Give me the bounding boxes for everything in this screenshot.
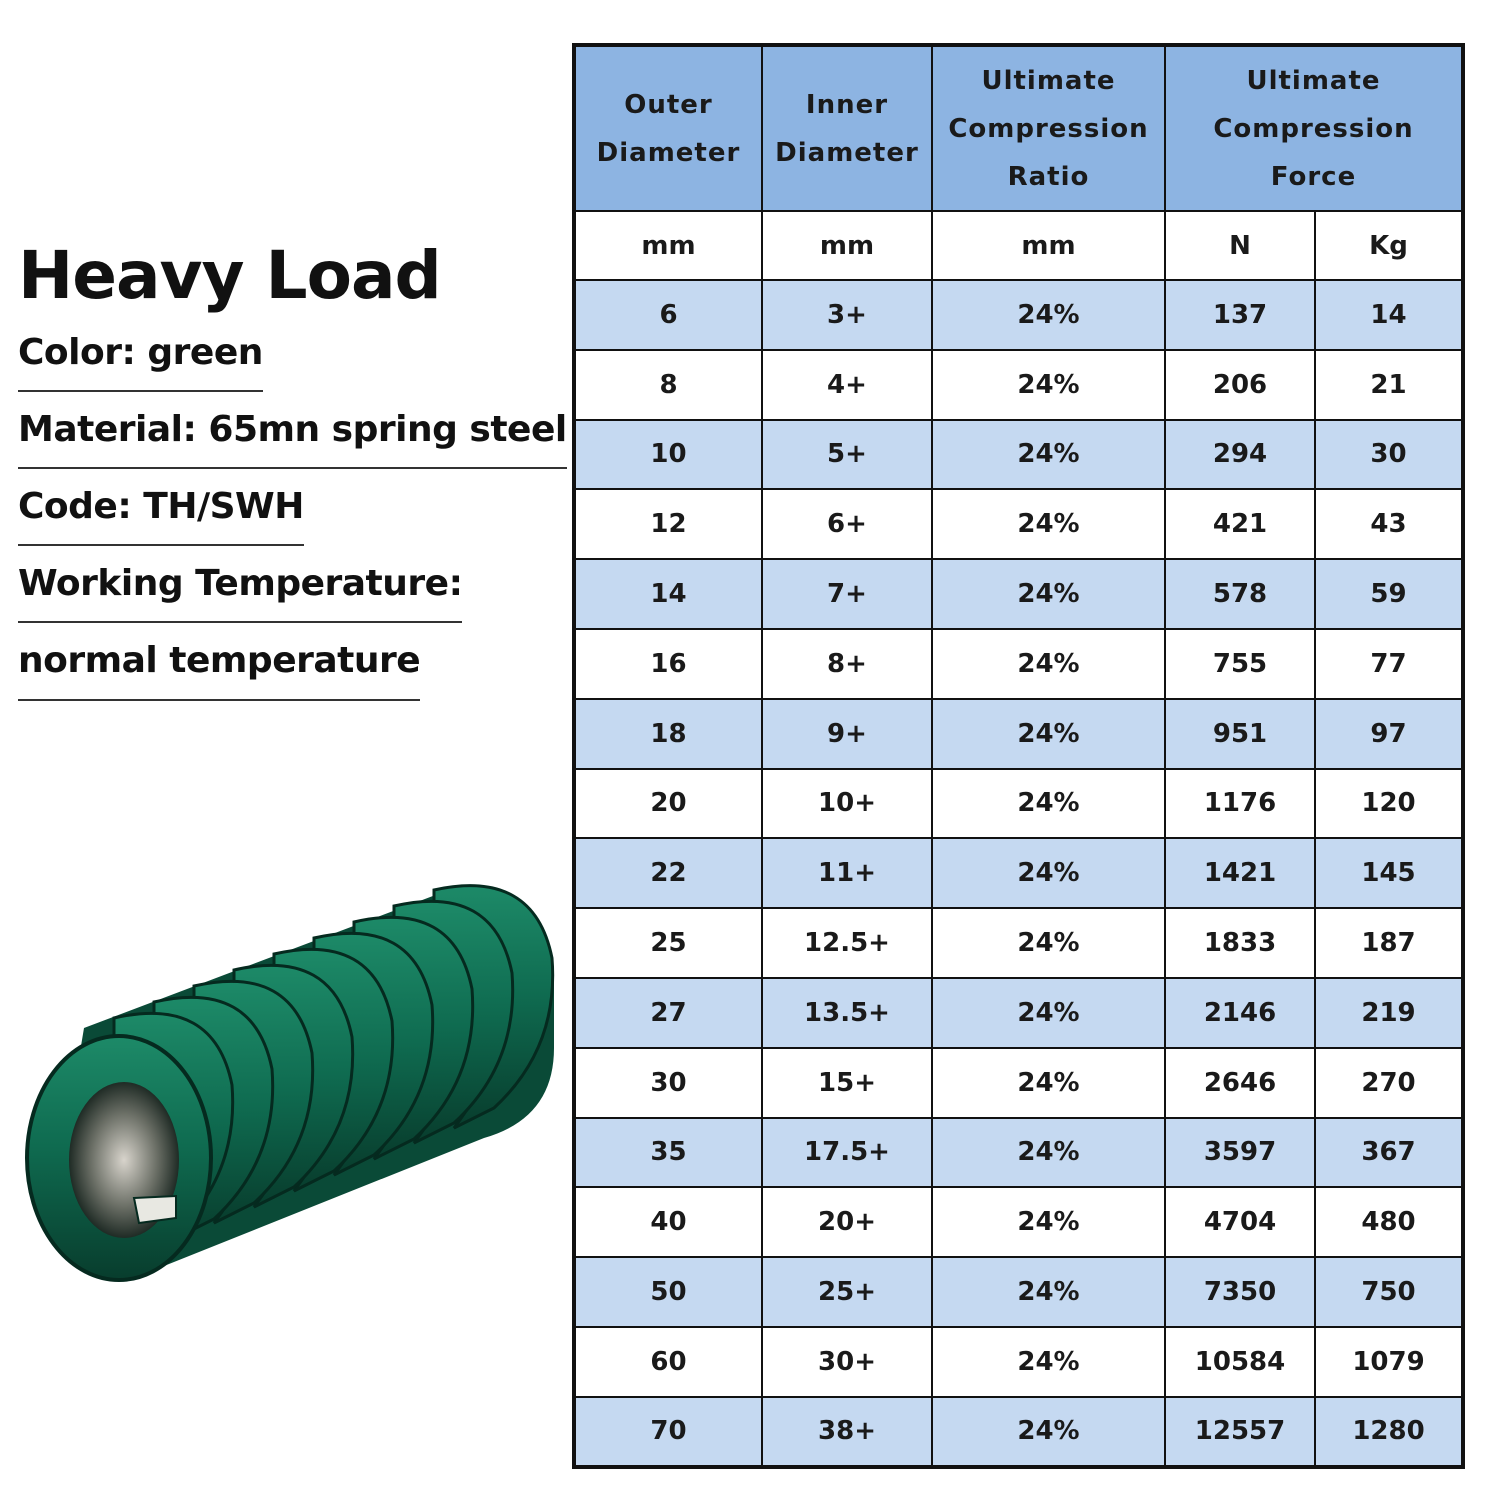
table-header-row <box>574 45 1463 211</box>
table-row <box>574 489 1463 559</box>
table-row <box>574 1397 1463 1467</box>
table-cell: 3597 <box>1165 1118 1315 1188</box>
green-die-spring-image <box>14 878 559 1283</box>
table-cell: 24% <box>932 699 1165 769</box>
table-row <box>574 1048 1463 1118</box>
unit-cell: mm <box>932 211 1165 280</box>
table-cell: 12 <box>574 489 762 559</box>
table-cell: 24% <box>932 908 1165 978</box>
table-row <box>574 978 1463 1048</box>
table-cell: 25+ <box>762 1257 932 1327</box>
table-cell: 10584 <box>1165 1327 1315 1397</box>
table-cell: 206 <box>1165 350 1315 420</box>
table-cell: 18 <box>574 699 762 769</box>
table-cell: 1280 <box>1315 1397 1463 1467</box>
table-cell: 10 <box>574 420 762 490</box>
table-cell: 187 <box>1315 908 1463 978</box>
column-header-line: Ultimate <box>981 65 1116 96</box>
table-cell: 951 <box>1165 699 1315 769</box>
spring-spec-table <box>572 43 1465 1469</box>
column-header-line: Inner <box>805 89 889 120</box>
table-cell: 24% <box>932 769 1165 839</box>
table-row <box>574 1327 1463 1397</box>
table-cell: 10+ <box>762 769 932 839</box>
table-cell: 24% <box>932 1257 1165 1327</box>
table-cell: 270 <box>1315 1048 1463 1118</box>
table-cell: 77 <box>1315 629 1463 699</box>
table-cell: 750 <box>1315 1257 1463 1327</box>
table-cell: 24% <box>932 629 1165 699</box>
column-header-line: Outer <box>624 89 713 120</box>
spec-material: Material: 65mn spring steel <box>18 408 567 469</box>
units-row <box>574 211 1463 280</box>
spec-code: Code: TH/SWH <box>18 485 304 546</box>
table-row <box>574 559 1463 629</box>
column-header <box>1165 45 1463 211</box>
product-title: Heavy Load <box>18 237 441 314</box>
table-cell: 1421 <box>1165 838 1315 908</box>
table-cell: 145 <box>1315 838 1463 908</box>
table-cell: 25 <box>574 908 762 978</box>
column-header-line: Compression <box>948 113 1149 144</box>
table-row <box>574 1257 1463 1327</box>
table-cell: 27 <box>574 978 762 1048</box>
table-row <box>574 350 1463 420</box>
column-header <box>574 45 762 211</box>
table-cell: 20+ <box>762 1187 932 1257</box>
table-cell: 20 <box>574 769 762 839</box>
table-cell: 120 <box>1315 769 1463 839</box>
spec-temperature-value: normal temperature <box>18 639 420 700</box>
table-cell: 3+ <box>762 280 932 350</box>
table-cell: 14 <box>574 559 762 629</box>
table-cell: 24% <box>932 280 1165 350</box>
spec-color: Color: green <box>18 331 263 392</box>
table-cell: 480 <box>1315 1187 1463 1257</box>
table-cell: 11+ <box>762 838 932 908</box>
table-cell: 35 <box>574 1118 762 1188</box>
table-cell: 16 <box>574 629 762 699</box>
table-cell: 24% <box>932 350 1165 420</box>
table-cell: 14 <box>1315 280 1463 350</box>
column-header-line: Ultimate <box>1246 65 1381 96</box>
table-cell: 7+ <box>762 559 932 629</box>
column-header-line: Diameter <box>775 137 919 168</box>
unit-cell: mm <box>762 211 932 280</box>
table-cell: 367 <box>1315 1118 1463 1188</box>
table-cell: 8+ <box>762 629 932 699</box>
table-cell: 38+ <box>762 1397 932 1467</box>
table-cell: 40 <box>574 1187 762 1257</box>
table-cell: 9+ <box>762 699 932 769</box>
table-cell: 294 <box>1165 420 1315 490</box>
column-header-line: Force <box>1270 161 1357 192</box>
table-cell: 219 <box>1315 978 1463 1048</box>
table-cell: 30 <box>574 1048 762 1118</box>
unit-cell: N <box>1165 211 1315 280</box>
table-row <box>574 769 1463 839</box>
table-cell: 12.5+ <box>762 908 932 978</box>
table-cell: 24% <box>932 1118 1165 1188</box>
table-cell: 755 <box>1165 629 1315 699</box>
table-cell: 17.5+ <box>762 1118 932 1188</box>
table-cell: 50 <box>574 1257 762 1327</box>
table-row <box>574 908 1463 978</box>
table-cell: 4+ <box>762 350 932 420</box>
spec-temperature-label: Working Temperature: <box>18 562 462 623</box>
product-info <box>18 237 567 717</box>
table-cell: 1176 <box>1165 769 1315 839</box>
table-cell: 70 <box>574 1397 762 1467</box>
table-cell: 12557 <box>1165 1397 1315 1467</box>
table-cell: 24% <box>932 420 1165 490</box>
table-cell: 2646 <box>1165 1048 1315 1118</box>
table-cell: 24% <box>932 559 1165 629</box>
table-cell: 24% <box>932 489 1165 559</box>
table-cell: 24% <box>932 1327 1165 1397</box>
table-cell: 13.5+ <box>762 978 932 1048</box>
column-header <box>932 45 1165 211</box>
table-cell: 22 <box>574 838 762 908</box>
table-row <box>574 699 1463 769</box>
table-cell: 30 <box>1315 420 1463 490</box>
table-cell: 24% <box>932 1048 1165 1118</box>
unit-cell: mm <box>574 211 762 280</box>
column-header-line: Diameter <box>596 137 741 168</box>
table-cell: 30+ <box>762 1327 932 1397</box>
table-cell: 6+ <box>762 489 932 559</box>
table-cell: 24% <box>932 1187 1165 1257</box>
table-cell: 60 <box>574 1327 762 1397</box>
table-cell: 24% <box>932 978 1165 1048</box>
table-cell: 6 <box>574 280 762 350</box>
table-cell: 21 <box>1315 350 1463 420</box>
table-row <box>574 838 1463 908</box>
table-cell: 24% <box>932 1397 1165 1467</box>
table-cell: 1833 <box>1165 908 1315 978</box>
table-cell: 1079 <box>1315 1327 1463 1397</box>
table-row <box>574 420 1463 490</box>
table-row <box>574 1118 1463 1188</box>
table-cell: 24% <box>932 838 1165 908</box>
table-cell: 7350 <box>1165 1257 1315 1327</box>
table-cell: 5+ <box>762 420 932 490</box>
table-cell: 4704 <box>1165 1187 1315 1257</box>
table-row <box>574 629 1463 699</box>
column-header <box>762 45 932 211</box>
table-cell: 8 <box>574 350 762 420</box>
table-cell: 137 <box>1165 280 1315 350</box>
table-cell: 43 <box>1315 489 1463 559</box>
table-cell: 15+ <box>762 1048 932 1118</box>
table-cell: 97 <box>1315 699 1463 769</box>
table-cell: 59 <box>1315 559 1463 629</box>
table-cell: 578 <box>1165 559 1315 629</box>
unit-cell: Kg <box>1315 211 1463 280</box>
column-header-line: Compression <box>1213 113 1414 144</box>
table-row <box>574 1187 1463 1257</box>
table-cell: 2146 <box>1165 978 1315 1048</box>
column-header-line: Ratio <box>1007 161 1090 192</box>
table-cell: 421 <box>1165 489 1315 559</box>
table-row <box>574 280 1463 350</box>
